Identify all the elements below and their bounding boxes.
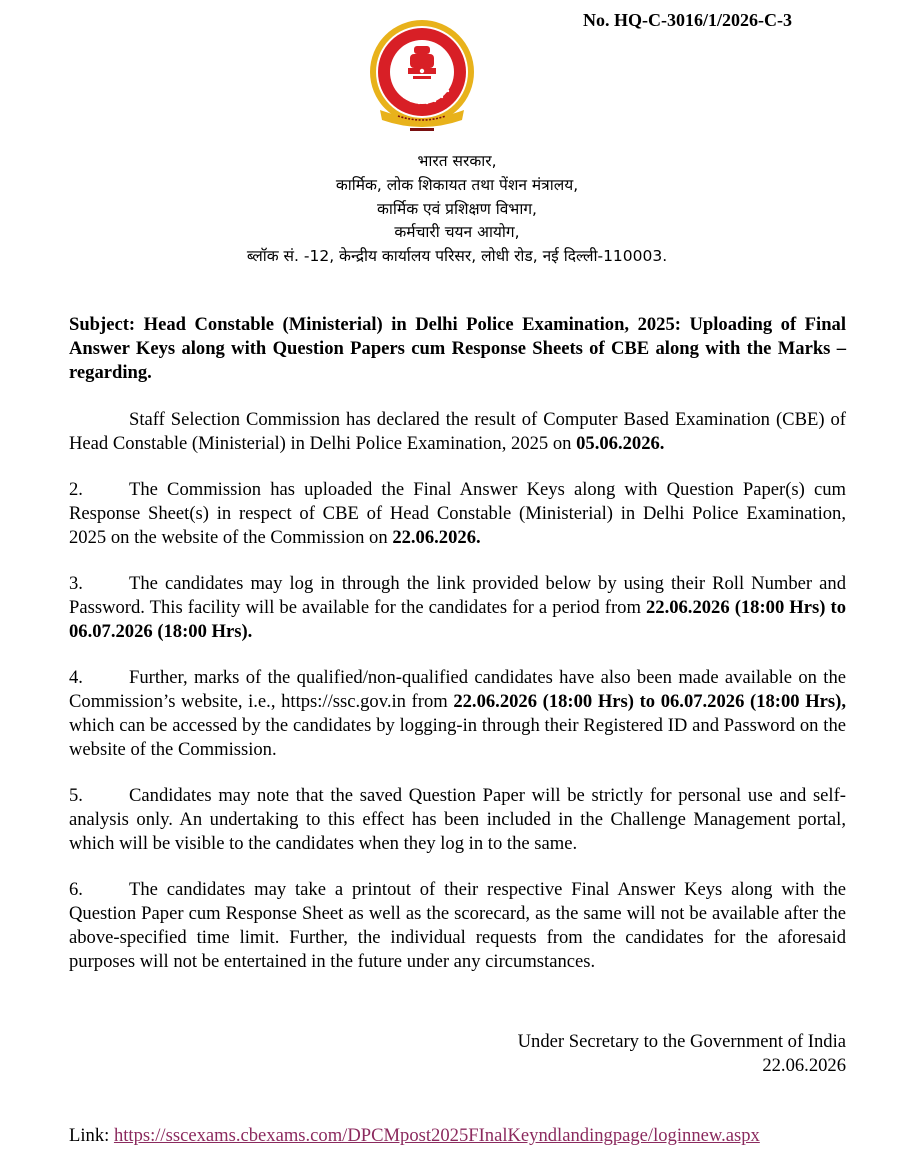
address-line: ब्लॉक सं. -12, केन्द्रीय कार्यालय परिसर, लोधी रोड, नई दिल्ली-110003. [246, 247, 668, 266]
paragraph-number: 4. [69, 667, 83, 688]
address-line: कर्मचारी चयन आयोग, [394, 223, 520, 242]
paragraph-5: 5. Candidates may note that the saved Question Paper will be strictly for personal use and self-analysis only. An undertaking to this effect has been included in the Challenge Management portal, which will be visible to the candidates when they log in to the same. [69, 785, 846, 854]
paragraph-2: 2. The Commission has uploaded the Final Answer Keys along with Question Paper(s) cum Response Sheet(s) in respect of CBE of Head Constable (Ministerial) in Delhi Police Examination, 2025 on the website of the Commission on 22.06.2026. [69, 479, 846, 548]
signature-date: 22.06.2026 [762, 1055, 846, 1076]
paragraph-6: 6. The candidates may take a printout of their respective Final Answer Keys along with the Question Paper cum Response Sheet as well as the scorecard, as the same will not be available after the above-specified time limit. Further, the individual requests from the candidates for the aforesaid purposes will not be entertained in the future under any circumstances. [69, 879, 846, 972]
notice-subject: Subject: Head Constable (Ministerial) in Delhi Police Examination, 2025: Uploading of Final Answer Keys along with Question Papers cum Response Sheets of CBE along with the Marks – regarding. [69, 314, 846, 383]
login-link[interactable]: https://sscexams.cbexams.com/DPCMpost2025FInalKeyndlandingpage/loginnew.aspx [113, 1125, 760, 1146]
address-line: भारत सरकार, [417, 152, 497, 170]
paragraph-3: 3. The candidates may log in through the link provided below by using their Roll Number and Password. This facility will be available for the candidates for a period from 22.06.2026 (18:00 Hrs) to 06.07.2026 (18:00 Hrs). [69, 573, 846, 642]
link-label: Link: [69, 1125, 114, 1146]
paragraph-number: 3. [69, 573, 83, 594]
office-address [150, 150, 764, 269]
paragraph-4: 4. Further, marks of the qualified/non-qualified candidates have also been made available on the Commission’s website, i.e., https://ssc.gov.in from 22.06.2026 (18:00 Hrs) to 06.07.2026 (18:00 Hrs), which can be accessed by the candidates by logging-in through their Registered ID and Password on the website of the Commission. [69, 667, 846, 760]
signature-block [518, 1030, 846, 1078]
paragraph-1: Staff Selection Commission has declared the result of Computer Based Examination (CBE) of Head Constable (Ministerial) in Delhi Police Examination, 2025 on 05.06.2026. [69, 409, 846, 454]
login-link-line [69, 1125, 760, 1147]
logo-small-motto [410, 128, 434, 131]
paragraph-number: 6. [69, 879, 83, 900]
address-line: कार्मिक एवं प्रशिक्षण विभाग, [377, 199, 537, 218]
reference-number: No. HQ-C-3016/1/2026-C-3 [583, 10, 792, 30]
notice-body [69, 313, 846, 974]
paragraph-number: 5. [69, 785, 83, 806]
address-line: कार्मिक, लोक शिकायत तथा पेंशन मंत्रालय, [335, 175, 579, 194]
paragraph-number: 2. [69, 479, 83, 500]
signatory-designation: Under Secretary to the Government of India [517, 1031, 846, 1052]
ssc-emblem-logo [358, 16, 486, 140]
